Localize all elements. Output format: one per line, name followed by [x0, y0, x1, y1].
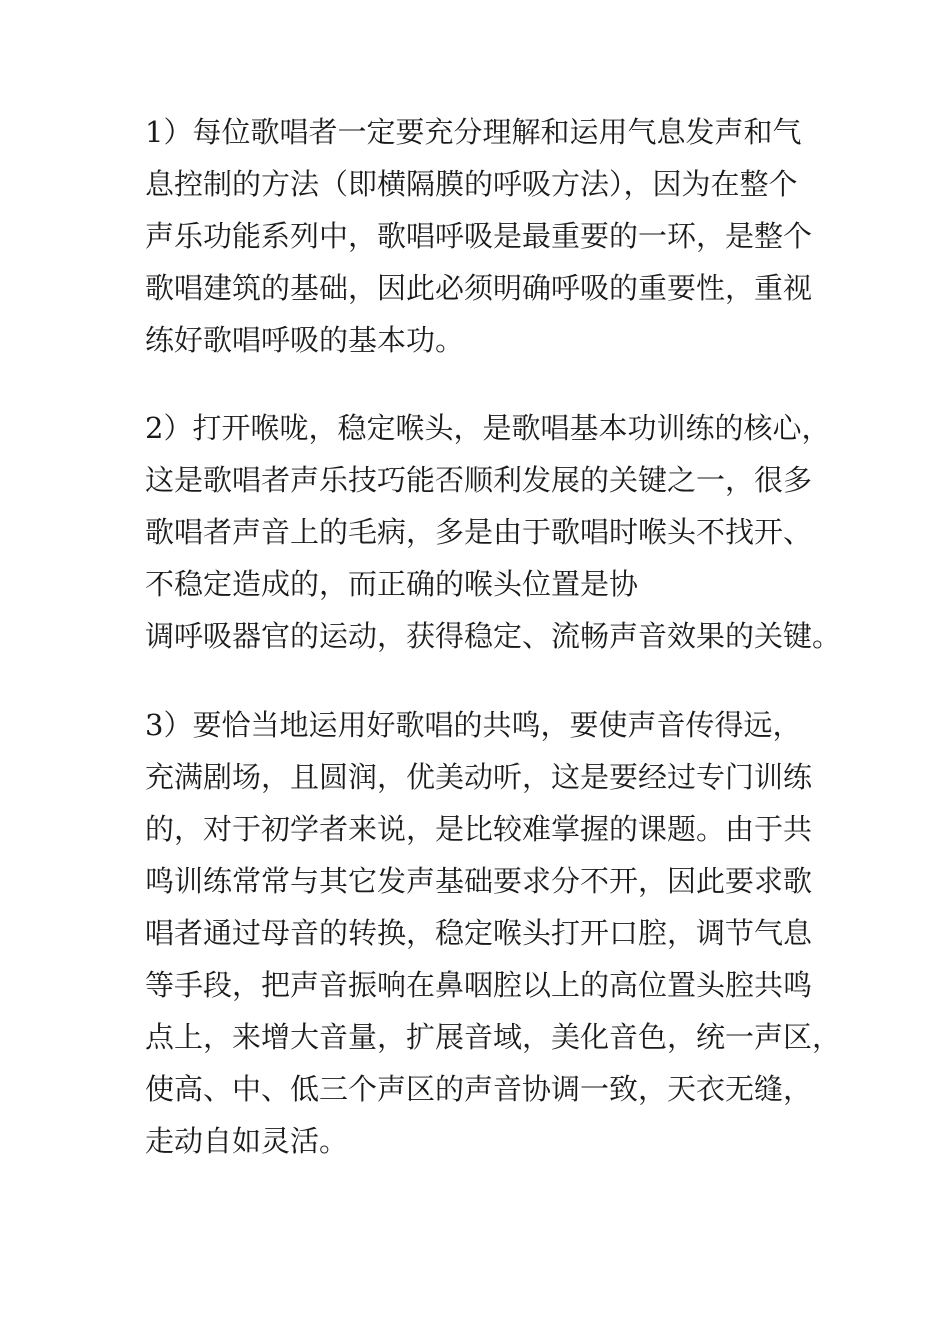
text-line: 息控制的方法（即横隔膜的呼吸方法），因为在整个 [145, 167, 798, 201]
paragraph-throat [145, 402, 842, 662]
text-line: 唱者通过母音的转换，稳定喉头打开口腔，调节气息 [145, 916, 813, 950]
paragraph-resonance [145, 699, 842, 1167]
text-line: 使高、中、低三个声区的声音协调一致，天衣无缝， [145, 1072, 813, 1106]
text-line: 歌唱者声音上的毛病，多是由于歌唱时喉头不找开、 [145, 515, 813, 549]
text-line: 2）打开喉咙，稳定喉头，是歌唱基本功训练的核心， [145, 411, 831, 445]
text-line: 调呼吸器官的运动，获得稳定、流畅声音效果的关键。 [145, 619, 842, 653]
paragraph-breathing [145, 106, 813, 366]
text-line: 的，对于初学者来说，是比较难掌握的课题。由于共 [145, 812, 813, 846]
text-line: 鸣训练常常与其它发声基础要求分不开，因此要求歌 [145, 864, 813, 898]
text-line: 1）每位歌唱者一定要充分理解和运用气息发声和气 [145, 115, 802, 149]
text-line: 等手段，把声音振响在鼻咽腔以上的高位置头腔共鸣 [145, 968, 813, 1002]
text-line: 充满剧场，且圆润，优美动听，这是要经过专门训练 [145, 760, 813, 794]
text-line: 不稳定造成的，而正确的喉头位置是协 [145, 567, 639, 601]
text-line: 点上，来增大音量，扩展音域，美化音色，统一声区， [145, 1020, 842, 1054]
text-line: 走动自如灵活。 [145, 1124, 349, 1158]
text-line: 3）要恰当地运用好歌唱的共鸣，要使声音传得远， [145, 708, 802, 742]
text-line: 声乐功能系列中，歌唱呼吸是最重要的一环，是整个 [145, 219, 813, 253]
text-line: 练好歌唱呼吸的基本功。 [145, 323, 465, 357]
text-line: 歌唱建筑的基础，因此必须明确呼吸的重要性，重视 [145, 271, 813, 305]
text-line: 这是歌唱者声乐技巧能否顺利发展的关键之一，很多 [145, 463, 813, 497]
